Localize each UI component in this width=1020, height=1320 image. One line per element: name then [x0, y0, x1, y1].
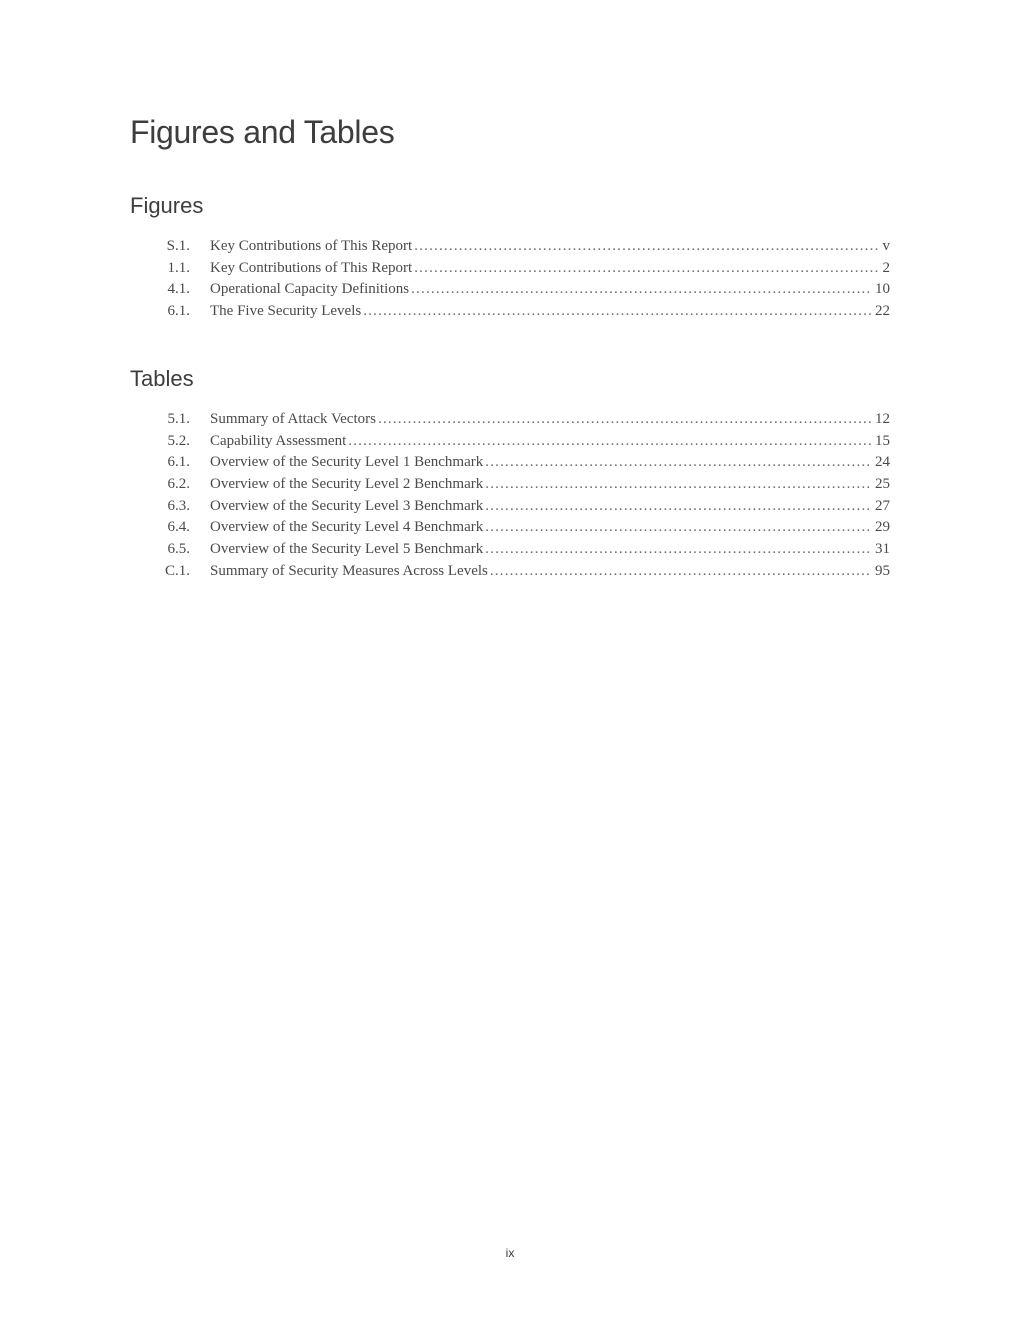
entry-page[interactable]: 2	[882, 259, 890, 276]
toc-entry-table[interactable]	[130, 431, 890, 453]
entry-number: 6.4.	[167, 519, 190, 536]
toc-entry-table[interactable]	[130, 474, 890, 496]
entry-page[interactable]: 25	[875, 476, 890, 493]
entry-page[interactable]: v	[882, 238, 890, 254]
dot-leader	[414, 236, 878, 258]
entry-title[interactable]: Overview of the Security Level 2 Benchmark	[210, 476, 484, 493]
toc-entry-table[interactable]	[130, 561, 890, 583]
toc-entry-table[interactable]	[130, 496, 890, 518]
entry-page[interactable]: 27	[875, 497, 890, 514]
entry-number: 4.1.	[167, 281, 190, 298]
dot-leader	[485, 517, 871, 539]
toc-entry-figure[interactable]	[130, 279, 890, 301]
entry-number: 6.5.	[167, 541, 190, 558]
entry-title[interactable]: Overview of the Security Level 4 Benchmark	[210, 519, 484, 536]
dot-leader	[490, 561, 871, 583]
toc-entry-table[interactable]	[130, 539, 890, 561]
toc-entry-table[interactable]	[130, 409, 890, 431]
tables-list	[130, 409, 890, 583]
toc-entry-figure[interactable]	[130, 301, 890, 323]
dot-leader	[414, 258, 878, 280]
entry-number: 5.1.	[167, 411, 190, 427]
dot-leader	[485, 496, 871, 518]
page-title: Figures and Tables	[130, 114, 395, 150]
entry-title[interactable]: The Five Security Levels	[210, 303, 362, 320]
entry-page[interactable]: 12	[875, 411, 890, 427]
dot-leader	[485, 539, 871, 561]
toc-entry-table[interactable]	[130, 517, 890, 539]
toc-entry-figure[interactable]	[130, 258, 890, 280]
toc-entry-figure[interactable]	[130, 236, 890, 258]
entry-title[interactable]: Capability Assessment	[210, 432, 347, 449]
entry-page[interactable]: 31	[875, 541, 890, 558]
dot-leader	[363, 301, 871, 323]
tables-heading: Tables	[130, 366, 194, 391]
entry-title[interactable]: Key Contributions of This Report	[210, 238, 413, 254]
entry-page[interactable]: 22	[875, 303, 890, 320]
entry-number: 6.3.	[167, 497, 190, 514]
dot-leader	[411, 279, 871, 301]
entry-number: 6.1.	[167, 303, 190, 320]
dot-leader	[485, 474, 871, 496]
entry-number: C.1.	[164, 562, 190, 579]
entry-page[interactable]: 15	[875, 432, 890, 449]
entry-title[interactable]: Overview of the Security Level 1 Benchmark	[210, 454, 484, 471]
entry-number: 6.1.	[167, 454, 190, 471]
entry-title[interactable]: Operational Capacity Definitions	[210, 281, 410, 298]
dot-leader	[348, 431, 871, 453]
entry-title[interactable]: Overview of the Security Level 5 Benchmark	[210, 541, 484, 558]
entry-number: 5.2.	[167, 432, 190, 449]
entry-page[interactable]: 95	[875, 562, 890, 579]
dot-leader	[378, 409, 871, 431]
entry-page[interactable]: 10	[875, 281, 890, 298]
entry-number: 1.1.	[167, 259, 190, 276]
entry-title[interactable]: Summary of Security Measures Across Levels	[210, 562, 488, 579]
figures-list	[130, 236, 890, 323]
entry-title[interactable]: Summary of Attack Vectors	[210, 411, 376, 427]
dot-leader	[485, 452, 871, 474]
toc-entry-table[interactable]	[130, 452, 890, 474]
page-number: ix	[505, 1246, 515, 1260]
figures-heading: Figures	[130, 193, 204, 218]
entry-number: S.1.	[166, 238, 190, 254]
entry-number: 6.2.	[167, 476, 190, 493]
entry-title[interactable]: Key Contributions of This Report	[210, 259, 413, 276]
entry-title[interactable]: Overview of the Security Level 3 Benchmark	[210, 497, 484, 514]
entry-page[interactable]: 29	[875, 519, 890, 536]
entry-page[interactable]: 24	[875, 454, 890, 471]
